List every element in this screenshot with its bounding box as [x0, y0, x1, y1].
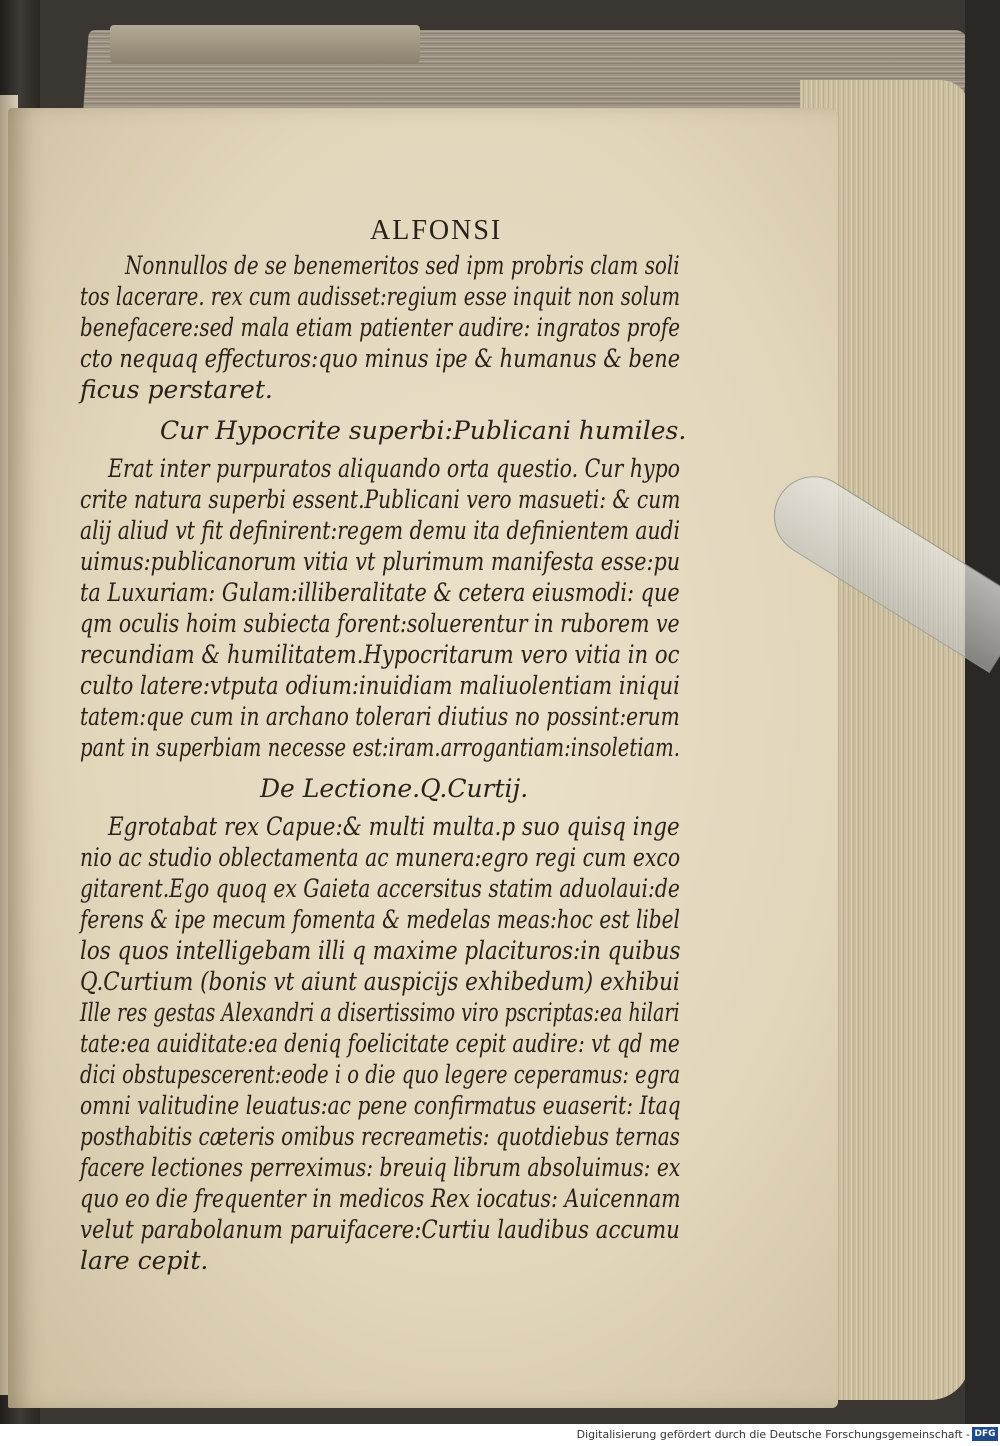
cover-top-edge: [110, 25, 420, 63]
paragraph-2-line: recundiam & humilitatem.Hypocritarum vero vitia in oc: [80, 640, 680, 669]
paragraph-1-line: tos lacerare. rex cum audisset:regium esse inquit non solum: [80, 282, 681, 311]
paragraph-2-line: Erat inter purpuratos aliquando orta questio. Cur hypo: [108, 454, 681, 483]
paragraph-3-line: tate:ea auiditate:ea deniq foelicitate cepit audire: vt qd me: [80, 1029, 680, 1058]
paragraph-3-line: Ille res gestas Alexandri a disertissimo viro pscriptas:ea hilari: [80, 998, 680, 1027]
footer-bar: [0, 1424, 1000, 1446]
paragraph-1-line: benefacere:sed mala etiam patienter audire: ingratos profe: [80, 313, 681, 342]
paragraph-2-line: uimus:publicanorum vitia vt plurimum manifesta esse:pu: [80, 547, 681, 576]
paragraph-2-line: alij aliud vt fit definirent:regem demu ita definientem audi: [80, 516, 681, 545]
paragraph-3-line: Egrotabat rex Capue:& multi multa.p suo quisq inge: [108, 812, 680, 841]
paragraph-2-line: tatem:que cum in archano tolerari diutius no possint:erum: [80, 702, 680, 731]
paragraph-1-line: cto nequaq effecturos:quo minus ipe & humanus & bene: [80, 344, 681, 373]
paragraph-3-line: gitarent.Ego quoq ex Gaieta accersitus statim aduolaui:de: [80, 874, 680, 903]
paragraph-3-line: Q.Curtium (bonis vt aiunt auspicijs exhibedum) exhibui: [80, 967, 680, 996]
section-heading-curtius: De Lectione.Q.Curtij.: [260, 774, 529, 803]
dfg-logo: DFG: [972, 1427, 998, 1441]
paragraph-2-line: ta Luxuriam: Gulam:illiberalitate & cetera eiusmodi: que: [80, 578, 680, 607]
paragraph-3-line: omni valitudine leuatus:ac pene confirmatus euaserit: Itaq: [80, 1091, 681, 1120]
paragraph-3-line: ferens & ipe mecum fomenta & medelas meas:hoc est libel: [80, 905, 680, 934]
paragraph-2-line: qm oculis hoim subiecta forent:soluerentur in ruborem ve: [80, 609, 680, 638]
paragraph-3-line: dici obstupescerent:eode i o die quo legere ceperamus: egra: [80, 1060, 681, 1089]
running-head: ALFONSI: [370, 215, 503, 246]
paragraph-3-line: quo eo die frequenter in medicos Rex iocatus: Auicennam: [80, 1184, 681, 1213]
section-heading-hypocrite: Cur Hypocrite superbi:Publicani humiles.: [160, 416, 687, 445]
paragraph-1-line: Nonnullos de se benemeritos sed ipm probris clam soli: [125, 251, 680, 280]
paragraph-3-line: nio ac studio oblectamenta ac munera:egro regi cum exco: [80, 843, 681, 872]
paragraph-3-line: lare cepit.: [80, 1246, 209, 1275]
paragraph-2-line: pant in superbiam necesse est:iram.arrogantiam:insoletiam.: [80, 733, 680, 762]
paragraph-3-line: los quos intelligebam illi q maxime placituros:in quibus: [80, 936, 681, 965]
paragraph-1-line: ficus perstaret.: [80, 375, 273, 404]
paragraph-2-line: crite natura superbi essent.Publicani vero masueti: & cum: [80, 485, 681, 514]
paragraph-3-line: posthabitis cæteris omibus recreametis: quotdiebus ternas: [80, 1122, 680, 1151]
paragraph-2-line: culto latere:vtputa odium:inuidiam maliuolentiam iniqui: [80, 671, 680, 700]
footer-credit: Digitalisierung gefördert durch die Deutsche Forschungsgemeinschaft -: [576, 1428, 970, 1441]
paragraph-3-line: facere lectiones perreximus: breuiq librum absoluimus: ex: [80, 1153, 681, 1182]
paragraph-3-line: velut parabolanum paruifacere:Curtiu laudibus accumu: [80, 1215, 680, 1244]
background-right: [965, 0, 1000, 1424]
